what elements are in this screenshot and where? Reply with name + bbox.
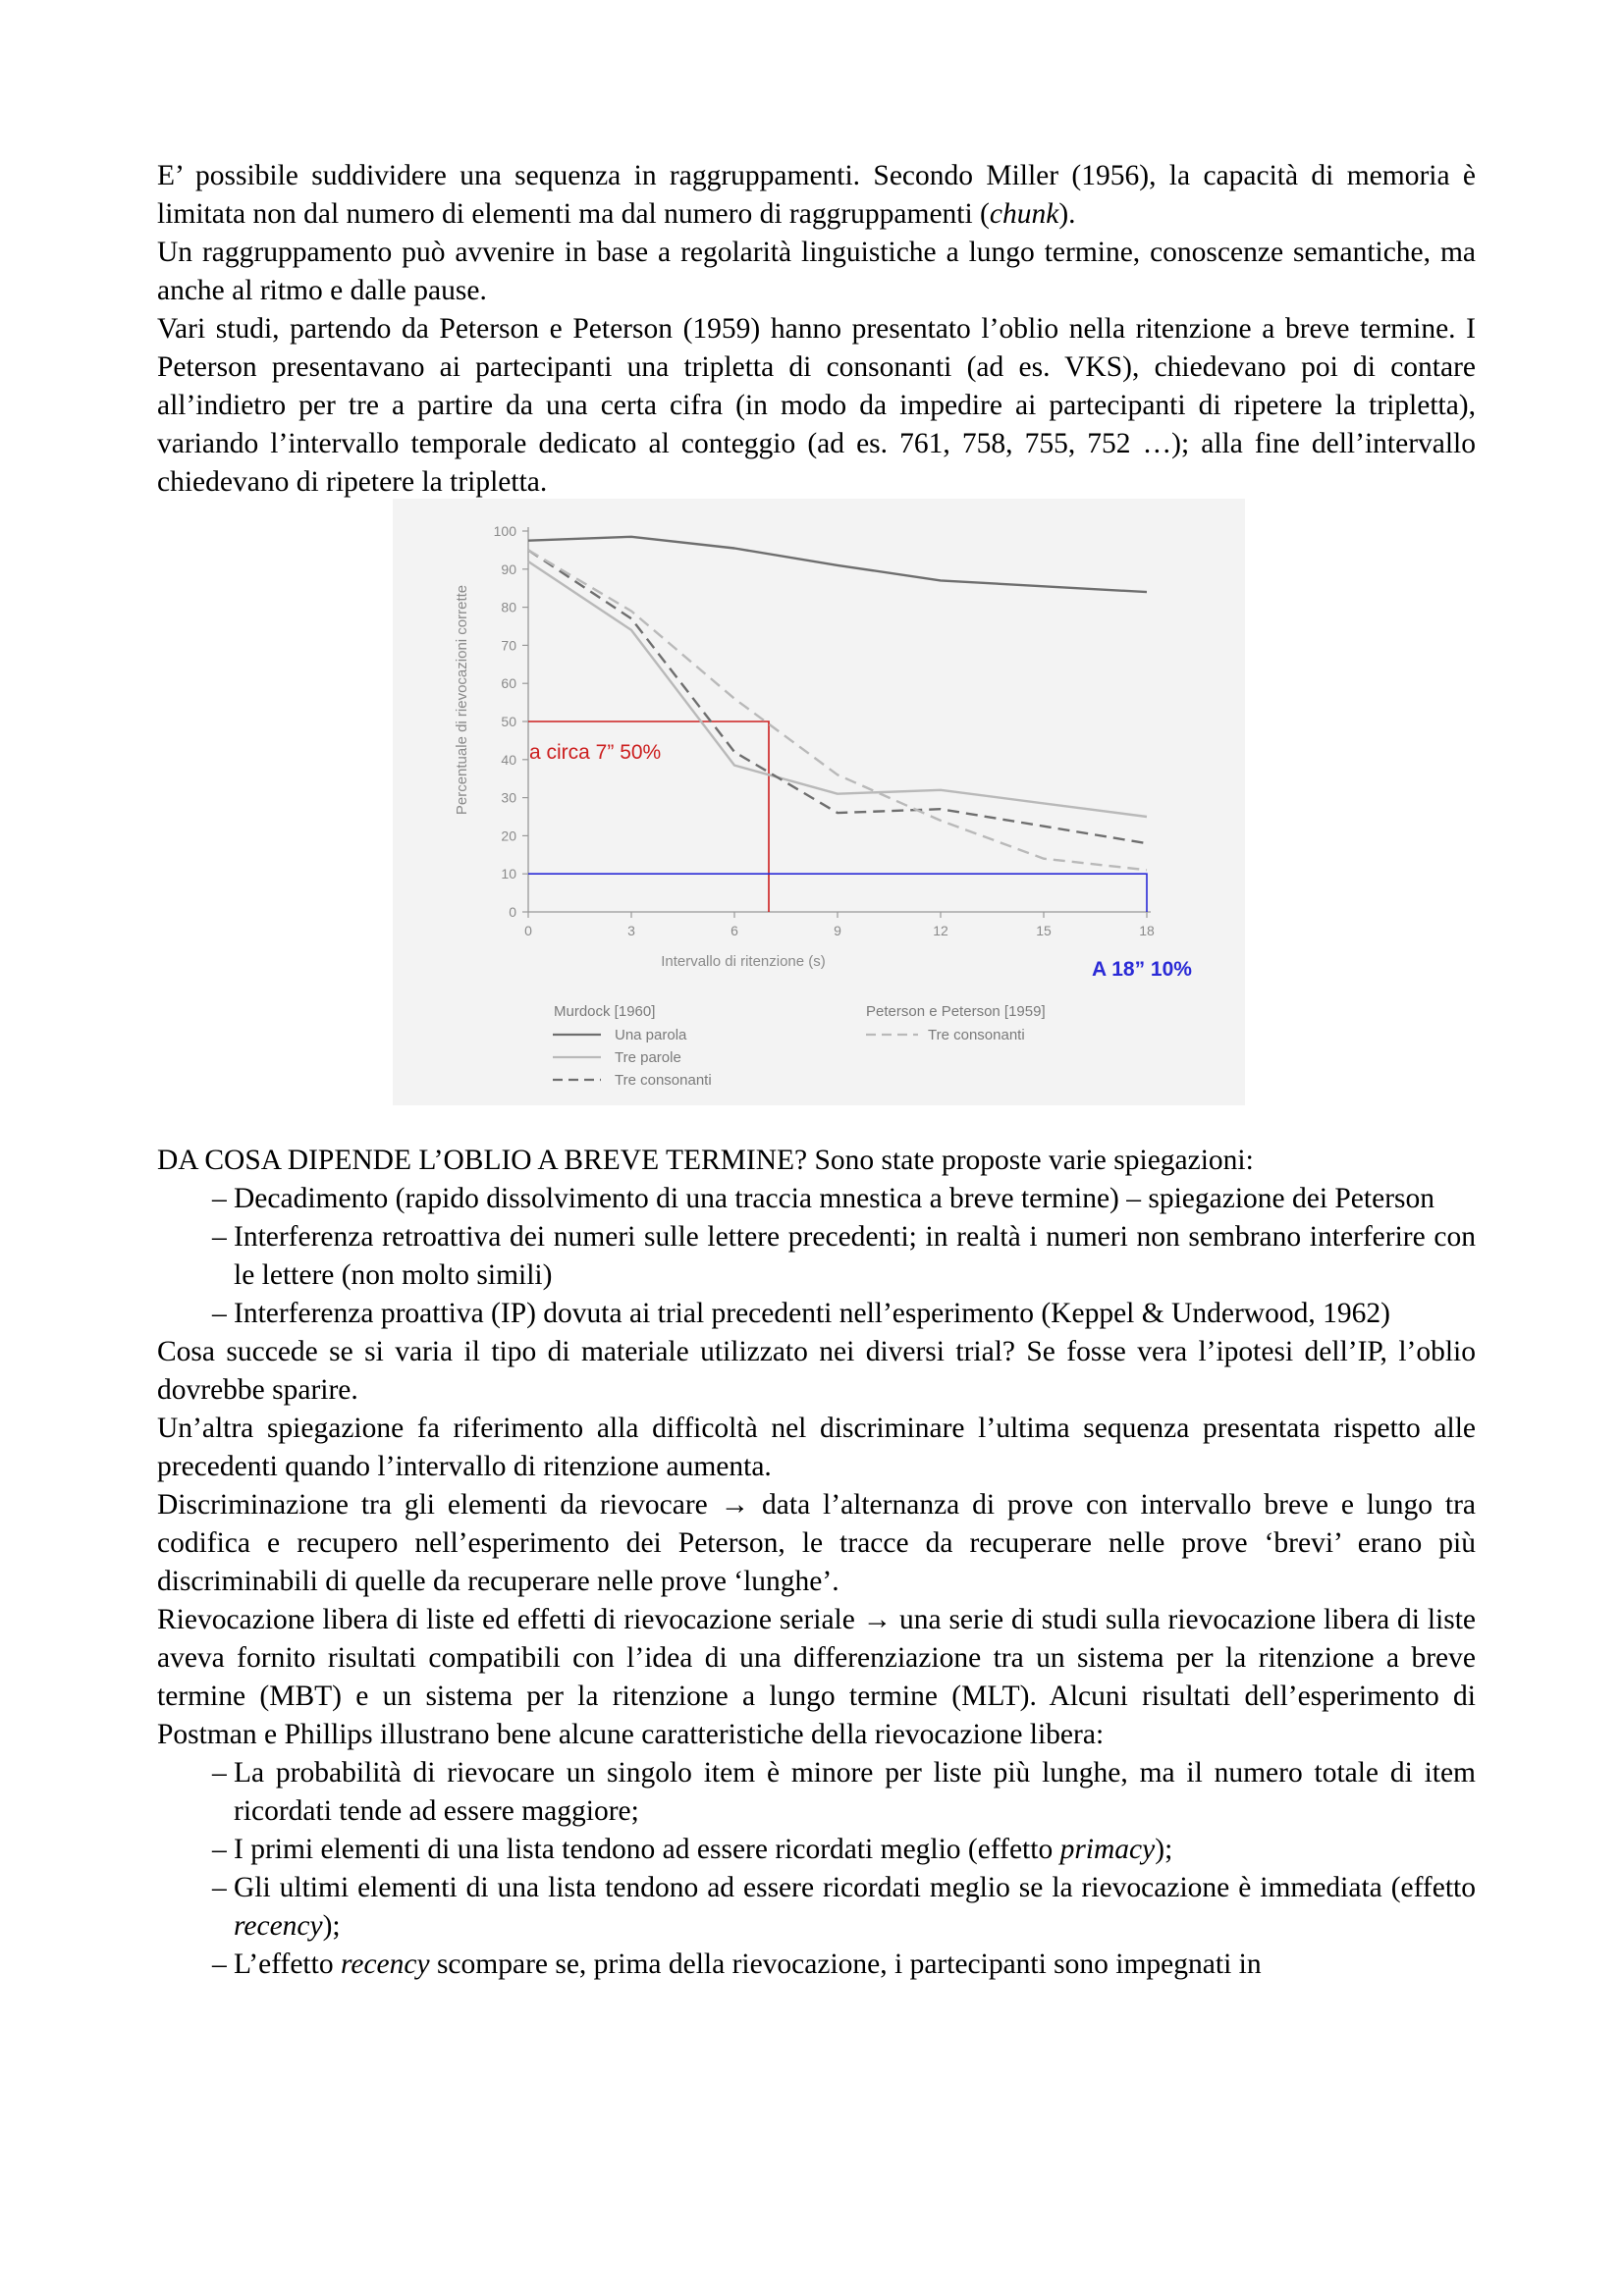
y-tick-label: 50 xyxy=(501,714,516,729)
paragraph-discriminazione-elementi: Discriminazione tra gli elementi da rievocare → data l’alternanza di prove con intervallo breve e lungo tra codifica e recupero nell’esperimento dei Peterson, le tracce da recuperare nelle prove ‘brevi’ erano più discriminabili di quelle da recuperare nelle prove ‘lunghe’. xyxy=(157,1489,1476,1597)
paragraph-chunking xyxy=(157,157,1476,234)
annotation-blue-guide xyxy=(528,874,1147,912)
bullet-dash: – xyxy=(212,1949,227,1980)
paragraph-rievocazione-libera: Rievocazione libera di liste ed effetti di rievocazione seriale → una serie di studi sulla rievocazione libera di liste aveva fornito risultati compatibili con l’idea di una differenziazione tra un sistema per la ritenzione a breve termine (MBT) e un sistema per la ritenzione a lungo termine (MLT). Alcuni risultati dell’esperimento di Postman e Phillips illustrano bene alcune caratteristiche della rievocazione libera: xyxy=(157,1604,1476,1750)
y-tick-label: 20 xyxy=(501,828,516,844)
legend-una-parola: Una parola xyxy=(615,1027,687,1043)
x-axis-label: Intervallo di ritenzione (s) xyxy=(661,953,826,970)
y-tick-label: 100 xyxy=(493,523,516,539)
annotation-blue-label: A 18” 10% xyxy=(1092,958,1192,981)
bullet-recency xyxy=(157,1869,1476,1946)
y-tick-label: 80 xyxy=(501,599,516,615)
bullet-primacy xyxy=(157,1831,1476,1869)
x-tick-label: 15 xyxy=(1036,923,1052,938)
explanations-text-block xyxy=(157,1142,1476,1984)
bullet-text-end: ); xyxy=(322,1910,341,1942)
series-line-2 xyxy=(528,561,1147,817)
bullet-dash: – xyxy=(212,1183,227,1214)
bullet-text: Decadimento (rapido dissolvimento di una traccia mnestica a breve termine) – spiegazione dei Peterson xyxy=(234,1183,1434,1214)
chart-series xyxy=(528,537,1147,871)
bullet-text: Interferenza retroattiva dei numeri sulle lettere precedenti; in realtà i numeri non sembrano interferire con le lettere (non molto simili) xyxy=(234,1221,1476,1291)
chart-axes xyxy=(494,523,1155,938)
intro-text-block xyxy=(157,157,1476,502)
recency-term: recency xyxy=(340,1949,430,1980)
y-tick-label: 40 xyxy=(501,751,516,768)
annotation-red-label: a circa 7” 50% xyxy=(529,741,662,764)
legend-tre-consonanti-peterson: Tre consonanti xyxy=(928,1027,1025,1043)
series-line-1 xyxy=(528,537,1147,592)
paragraph-peterson: Vari studi, partendo da Peterson e Peterson (1959) hanno presentato l’oblio nella ritenzione a breve termine. I Peterson presentavano ai partecipanti una tripletta di consonanti (ad es. VKS), chiedevano poi di contare all’indietro per tre a partire da una certa cifra (in modo da impedire ai partecipanti di ripetere la tripletta), variando l’intervallo temporale dedicato al conteggio (ad es. 761, 758, 755, 752 …); alla fine dell’intervallo chiedevano di ripetere la tripletta. xyxy=(157,313,1476,498)
legend-tre-consonanti-murdock: Tre consonanti xyxy=(615,1072,712,1089)
series-line-3 xyxy=(528,550,1147,843)
primacy-term: primacy xyxy=(1059,1834,1156,1865)
y-tick-label: 0 xyxy=(509,904,516,920)
y-axis-label: Percentuale di rievocazioni corrette xyxy=(454,584,470,816)
x-tick-label: 3 xyxy=(627,923,635,938)
retention-chart-figure xyxy=(393,499,1245,1105)
bullet-interferenza-proattiva xyxy=(157,1295,1476,1333)
bullet-dash: – xyxy=(212,1834,227,1865)
bullet-dash: – xyxy=(212,1298,227,1329)
series-line-4 xyxy=(528,550,1147,870)
chunk-term: chunk xyxy=(989,198,1059,230)
y-tick-label: 10 xyxy=(501,866,516,882)
chunk-close: ). xyxy=(1058,198,1076,230)
paragraph-chunking-text: E’ possibile suddividere una sequenza in raggruppamenti. Secondo Miller (1956), la capacità di memoria è limitata non dal numero di elementi ma dal numero di raggruppamenti ( xyxy=(157,160,1476,230)
bullet-decadimento xyxy=(157,1180,1476,1218)
bullet-text: I primi elementi di una lista tendono ad essere ricordati meglio (effetto xyxy=(234,1834,1060,1865)
bullet-text-end: ); xyxy=(1155,1834,1173,1865)
bullet-text: L’effetto xyxy=(234,1949,341,1980)
bullet-interferenza-retroattiva xyxy=(157,1218,1476,1295)
legend xyxy=(553,1003,1046,1089)
x-tick-label: 0 xyxy=(524,923,532,938)
legend-peterson-title: Peterson e Peterson [1959] xyxy=(866,1003,1046,1020)
y-tick-label: 90 xyxy=(501,561,516,577)
bullet-text: La probabilità di rievocare un singolo item è minore per liste più lunghe, ma il numero totale di item ricordati tende ad essere maggiore; xyxy=(234,1757,1476,1827)
paragraph-grouping: Un raggruppamento può avvenire in base a regolarità linguistiche a lungo termine, conoscenze semantiche, ma anche al ritmo e dalle pause. xyxy=(157,237,1476,306)
bullet-dash: – xyxy=(212,1872,227,1903)
paragraph-materiale: Cosa succede se si varia il tipo di materiale utilizzato nei diversi trial? Se fosse vera l’ipotesi dell’IP, l’oblio dovrebbe sparire. xyxy=(157,1336,1476,1406)
y-tick-label: 30 xyxy=(501,789,516,806)
legend-tre-parole: Tre parole xyxy=(615,1049,681,1066)
y-tick-label: 60 xyxy=(501,675,516,692)
retention-chart xyxy=(393,499,1245,1105)
question-heading: DA COSA DIPENDE L’OBLIO A BREVE TERMINE? Sono state proposte varie spiegazioni: xyxy=(157,1145,1254,1176)
bullet-text: Interferenza proattiva (IP) dovuta ai trial precedenti nell’esperimento (Keppel & Underwood, 1962) xyxy=(234,1298,1390,1329)
recency-term: recency xyxy=(234,1910,323,1942)
x-tick-label: 12 xyxy=(933,923,948,938)
bullet-probabilita xyxy=(157,1754,1476,1831)
bullet-text: Gli ultimi elementi di una lista tendono ad essere ricordati meglio se la rievocazione è immediata (effetto xyxy=(234,1872,1476,1903)
x-tick-label: 6 xyxy=(730,923,738,938)
bullet-dash: – xyxy=(212,1757,227,1789)
bullet-dash: – xyxy=(212,1221,227,1253)
y-tick-label: 70 xyxy=(501,637,516,654)
bullet-text-end: scompare se, prima della rievocazione, i partecipanti sono impegnati in xyxy=(429,1949,1262,1980)
x-tick-label: 18 xyxy=(1139,923,1155,938)
legend-murdock-title: Murdock [1960] xyxy=(554,1003,656,1020)
x-tick-label: 9 xyxy=(834,923,841,938)
bullet-recency-scompare xyxy=(157,1946,1476,1984)
paragraph-discriminazione-sequenza: Un’altra spiegazione fa riferimento alla difficoltà nel discriminare l’ultima sequenza presentata rispetto alle precedenti quando l’intervallo di ritenzione aumenta. xyxy=(157,1413,1476,1482)
